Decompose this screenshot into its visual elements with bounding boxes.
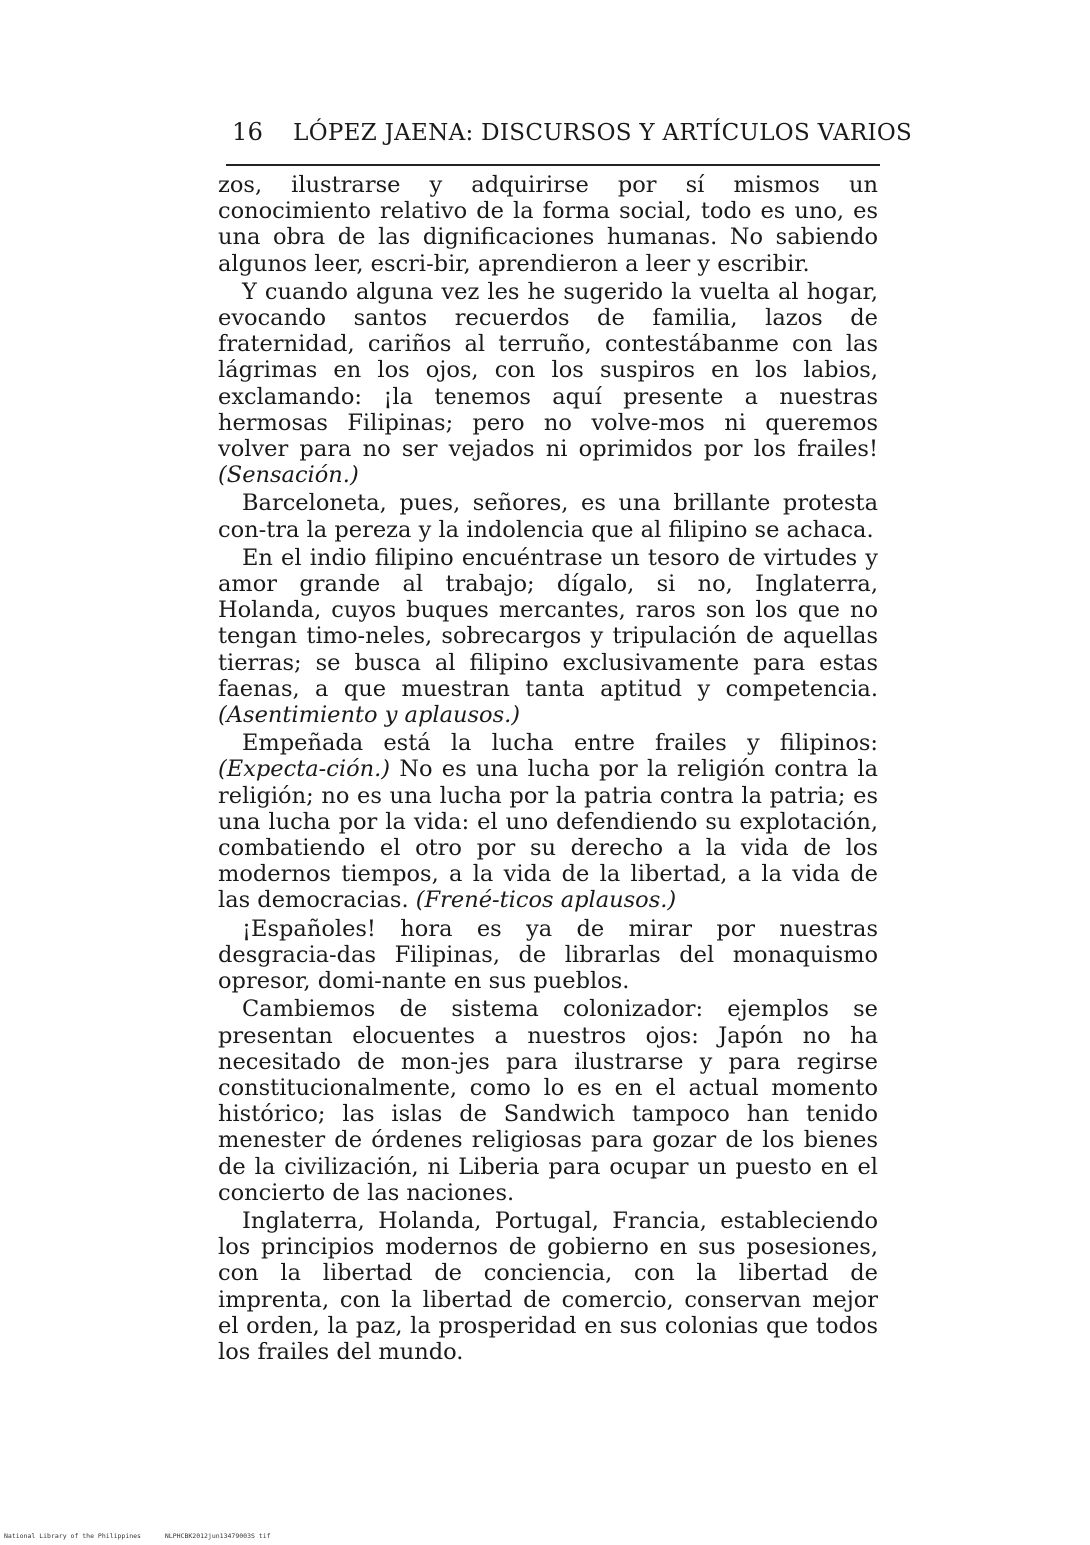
paragraph: Y cuando alguna vez les he sugerido la vuelta al hogar, evocando santos recuerdos de familia, lazos de fraternidad, cariños al terruño, contestábanme con las lágrimas en los ojos, con los suspiros en los labios, exclamando: ¡la tenemos aquí presente a nuestras hermosas Filipinas; pero no volve-mos ni queremos volver para no ser vejados ni oprimidos por los frailes! (Sensación.) [218,278,878,489]
stage-direction: (Frené-ticos aplausos.) [415,887,677,914]
paragraph: zos, ilustrarse y adquirirse por sí mismos un conocimiento relativo de la forma social, todo es uno, es una obra de las dignificaciones humanas. No sabiendo algunos leer, escri-bir, aprendieron a leer y escribir. [218,172,878,277]
paragraph: Inglaterra, Holanda, Portugal, Francia, estableciendo los principios modernos de gobierno en sus posesiones, con la libertad de conciencia, con la libertad de imprenta, con la libertad de comercio, conservan mejor el orden, la paz, la prosperidad en sus colonias que todos los frailes del mundo. [218,1207,878,1365]
paragraph: ¡Españoles! hora es ya de mirar por nuestras desgracia-das Filipinas, de librarlas del monaquismo opresor, domi-nante en sus pueblos. [218,915,878,995]
paragraph: Cambiemos de sistema colonizador: ejemplos se presentan elocuentes a nuestros ojos: Japón no ha necesitado de mon-jes para ilustrarse y para regirse constitucionalmente, como lo es en el actual momento histórico; las islas de Sandwich tampoco han tenido menester de órdenes religiosas para gozar de los bienes de la civilización, ni Liberia para ocupar un puesto en el concierto de las naciones. [218,996,878,1206]
running-head [232,118,913,146]
page-number: 16 [232,118,264,146]
stage-direction: (Sensación.) [218,462,359,489]
institution-label: National Library of the Philippines [4,1532,141,1540]
scan-footer [4,1532,291,1540]
file-id-label: NLPHCBK2012jun13479003S tif [164,1532,271,1540]
running-title: LÓPEZ JAENA: DISCURSOS Y ARTÍCULOS VARIOS [293,120,913,146]
stage-direction: (Asentimiento y aplausos.) [218,702,521,729]
paragraph: Empeñada está la lucha entre frailes y filipinos: (Expecta-ción.) No es una lucha por la religión contra la religión; no es una lucha por la patria contra la patria; es una lucha por la vida: el uno defendiendo su explotación, combatiendo el otro por su derecho a la vida de los modernos tiempos, a la vida de la libertad, a la vida de las democracias. (Frené-ticos aplausos.) [218,730,878,914]
header-rule [226,164,880,166]
paragraph: Barceloneta, pues, señores, es una brillante protesta con-tra la pereza y la indolencia que al filipino se achaca. [218,490,878,543]
paragraph: En el indio filipino encuéntrase un tesoro de virtudes y amor grande al trabajo; dígalo, si no, Inglaterra, Holanda, cuyos buques mercantes, raros son los que no tengan timo-neles, sobrecargos y tripulación de aquellas tierras; se busca al filipino exclusivamente para estas faenas, a que muestran tanta aptitud y competencia. (Asentimiento y aplausos.) [218,544,878,729]
body-text [218,172,878,1367]
stage-direction: (Expecta-ción.) [218,756,391,783]
